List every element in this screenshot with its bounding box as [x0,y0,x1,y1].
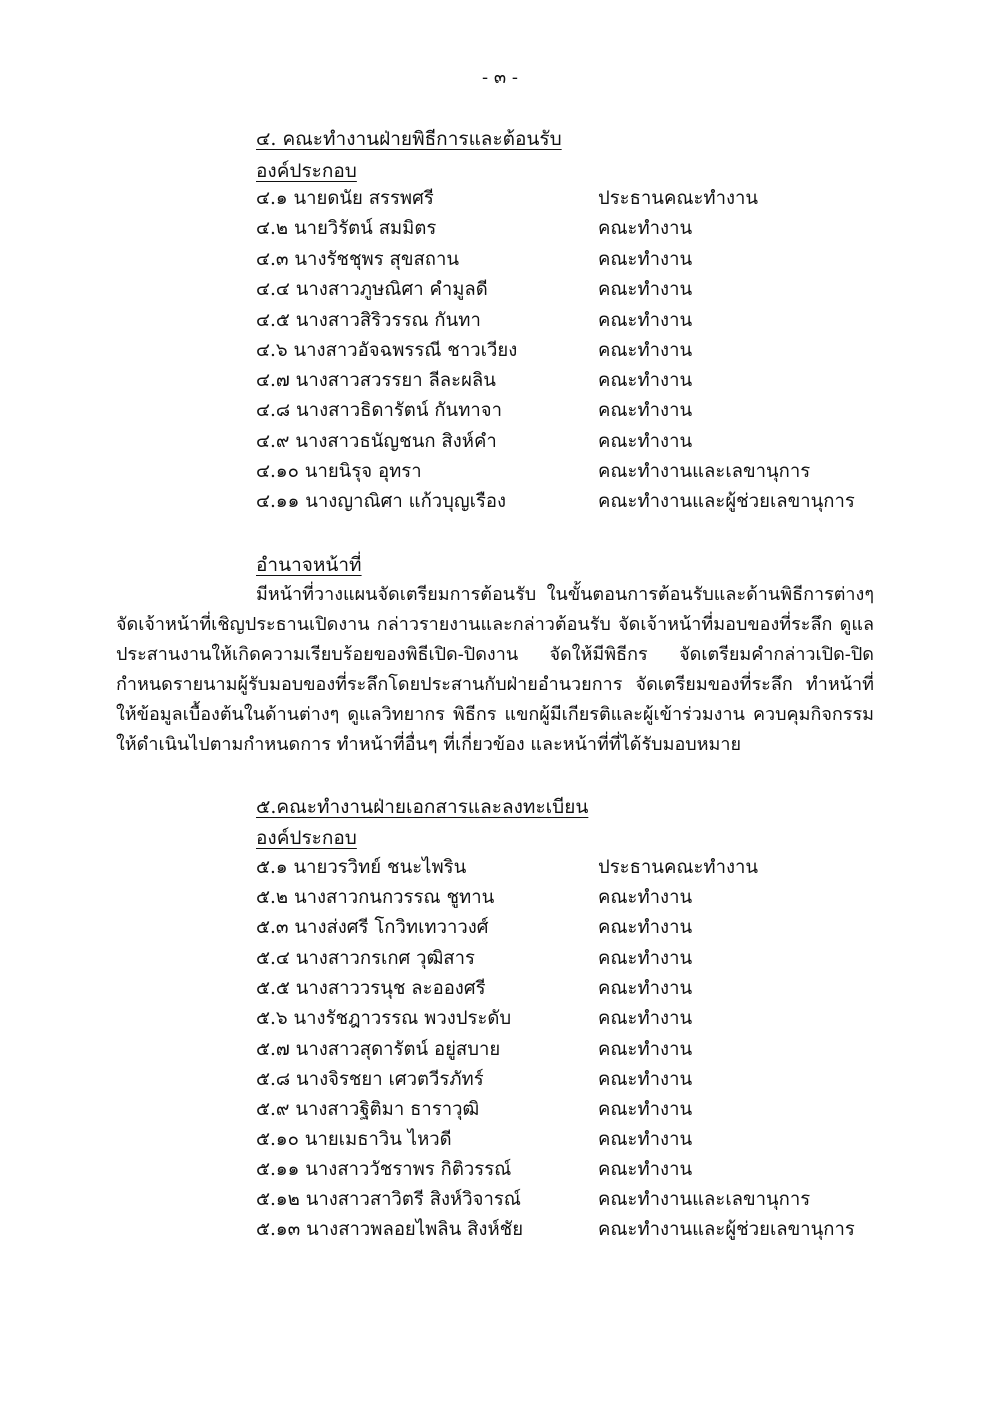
section-5-member-5 [256,974,876,1004]
member-role: คณะทำงาน [598,400,693,421]
member-role: คณะทำงาน [598,1008,693,1029]
section-4-member-5 [256,306,876,336]
section-5-member-11 [256,1155,876,1185]
section-4-title: ๔. คณะทำงานฝ่ายพิธีการและต้อนรับ [256,128,562,150]
section-5-member-4 [256,944,876,974]
member-role: คณะทำงาน [598,1039,693,1060]
section-4-member-4 [256,275,876,305]
member-role: คณะทำงาน [598,948,693,969]
section-4-member-10 [256,457,876,487]
member-name: ๕.๑ นายวรวิทย์ ชนะไพริน [256,857,467,878]
member-name: ๔.๓ นางรัชชุพร สุขสถาน [256,249,460,270]
member-name: ๔.๒ นายวิรัตน์ สมมิตร [256,218,437,239]
member-role: คณะทำงาน [598,310,693,331]
member-name: ๔.๑๐ นายนิรุจ อุทรา [256,461,422,482]
section-5-member-6 [256,1004,876,1034]
member-name: ๕.๒ นางสาวกนกวรรณ ชูทาน [256,887,495,908]
member-name: ๕.๗ นางสาวสุดารัตน์ อยู่สบาย [256,1039,501,1060]
section-4-member-7 [256,366,876,396]
member-name: ๕.๑๐ นายเมธาวิน ไหวดี [256,1129,452,1150]
member-role: คณะทำงาน [598,917,693,938]
member-role: คณะทำงาน [598,1069,693,1090]
member-name: ๕.๓ นางส่งศรี โกวิทเทวาวงศ์ [256,917,489,938]
member-role: คณะทำงาน [598,1129,693,1150]
member-role: คณะทำงาน [598,887,693,908]
section-5-member-3 [256,913,876,943]
member-name: ๕.๕ นางสาววรนุช ละอองศรี [256,978,486,999]
member-name: ๕.๑๑ นางสาววัชราพร กิติวรรณ์ [256,1159,512,1180]
member-role: คณะทำงาน [598,370,693,391]
member-role: คณะทำงาน [598,978,693,999]
section-5-member-8 [256,1065,876,1095]
member-role: ประธานคณะทำงาน [598,857,759,878]
member-role: คณะทำงาน [598,249,693,270]
member-role: คณะทำงานและผู้ช่วยเลขานุการ [598,1219,855,1240]
member-role: คณะทำงาน [598,431,693,452]
section-5-title: ๕.คณะทำงานฝ่ายเอกสารและลงทะเบียน [256,796,589,818]
section-4-member-2 [256,214,876,244]
section-4-member-9 [256,427,876,457]
member-name: ๔.๕ นางสาวสิริวรรณ กันทา [256,310,481,331]
member-name: ๔.๖ นางสาวอัจฉพรรณี ชาวเวียง [256,340,518,361]
member-name: ๕.๑๓ นางสาวพลอยไพลิน สิงห์ชัย [256,1219,524,1240]
section-4-member-11 [256,487,876,517]
member-role: คณะทำงาน [598,1099,693,1120]
member-role: คณะทำงาน [598,279,693,300]
member-role: คณะทำงาน [598,340,693,361]
member-role: ประธานคณะทำงาน [598,188,759,209]
member-role: คณะทำงาน [598,218,693,239]
section-4-member-3 [256,245,876,275]
member-name: ๔.๔ นางสาวภูษณิศา คำมูลดี [256,279,488,300]
section-5-members-heading: องค์ประกอบ [256,827,357,849]
member-name: ๕.๑๒ นางสาวสาวิตรี สิงห์วิจารณ์ [256,1189,521,1210]
member-role: คณะทำงาน [598,1159,693,1180]
page-number: - ๓ - [482,67,518,88]
section-5-member-9 [256,1095,876,1125]
section-4-member-6 [256,336,876,366]
member-role: คณะทำงานและเลขานุการ [598,1189,811,1210]
member-name: ๔.๙ นางสาวธนัญชนก สิงห์คำ [256,431,497,452]
section-4-member-8 [256,396,876,426]
duties-heading: อำนาจหน้าที่ [256,554,362,576]
duties-paragraph: มีหน้าที่วางแผนจัดเตรียมการต้อนรับ ในขั้นตอนการต้อนรับและด้านพิธีการต่างๆ จัดเจ้าหน้าที่เชิญประธานเปิดงาน กล่าวรายงานและกล่าวต้อนรับ จัดเจ้าหน้าที่มอบของที่ระลึก ดูแลประสานงานให้เกิดความเรียบร้อยของพิธีเปิด-ปิดงาน จัดให้มีพิธีกร จัดเตรียมคำกล่าวเปิด-ปิด กำหนดรายนามผู้รับมอบของที่ระลึกโดยประสานกับฝ่ายอำนวยการ จัดเตรียมของที่ระลึก ทำหน้าที่ให้ข้อมูลเบื้องต้นในด้านต่างๆ ดูแลวิทยากร พิธีกร แขกผู้มีเกียรติและผู้เข้าร่วมงาน ควบคุมกิจกรรมให้ดำเนินไปตามกำหนดการ ทำหน้าที่อื่นๆ ที่เกี่ยวข้อง และหน้าที่ที่ได้รับมอบหมาย [116,584,874,755]
section-5-member-2 [256,883,876,913]
member-name: ๔.๑ นายดนัย สรรพศรี [256,188,434,209]
section-5-member-10 [256,1125,876,1155]
member-name: ๕.๘ นางจิรชยา เศวตวีรภัทร์ [256,1069,484,1090]
section-5-member-1 [256,853,876,883]
section-4-member-1 [256,184,876,214]
member-name: ๔.๑๑ นางญาณิศา แก้วบุญเรือง [256,491,507,512]
section-5-member-7 [256,1035,876,1065]
section-5-member-12 [256,1185,876,1215]
member-role: คณะทำงานและเลขานุการ [598,461,811,482]
member-name: ๔.๘ นางสาวธิดารัตน์ กันทาจา [256,400,503,421]
member-name: ๔.๗ นางสาวสวรรยา ลีละผลิน [256,370,496,391]
section-4-members-heading: องค์ประกอบ [256,160,357,182]
member-name: ๕.๖ นางรัชฎาวรรณ พวงประดับ [256,1008,512,1029]
member-role: คณะทำงานและผู้ช่วยเลขานุการ [598,491,855,512]
member-name: ๕.๔ นางสาวกรเกศ วุฒิสาร [256,948,475,969]
member-name: ๕.๙ นางสาวฐิติมา ธาราวุฒิ [256,1099,480,1120]
section-5-member-13 [256,1215,876,1245]
